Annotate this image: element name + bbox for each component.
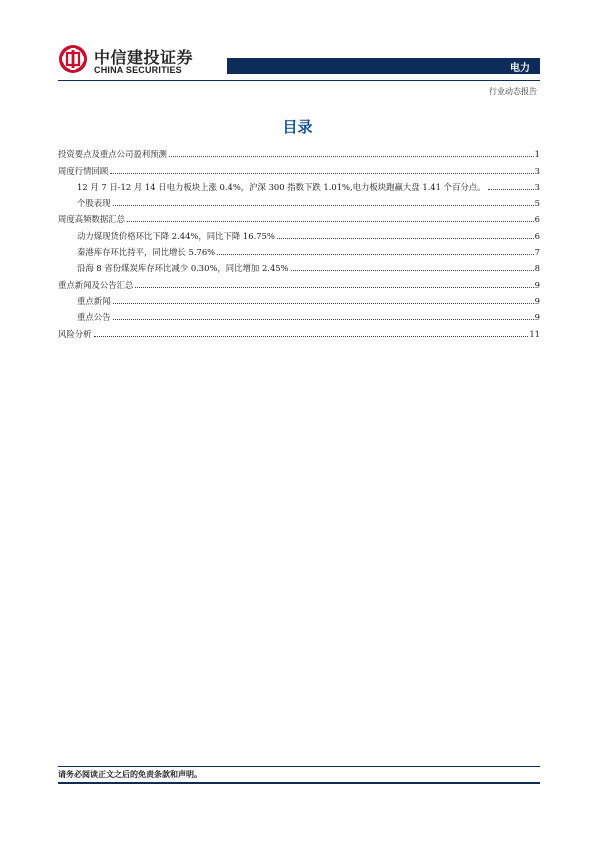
toc-entry[interactable] — [58, 224, 540, 240]
toc-entry[interactable] — [58, 257, 540, 273]
sector-banner — [227, 58, 540, 74]
footer-divider-bottom — [58, 782, 540, 784]
toc-leader-dots — [113, 303, 534, 304]
report-type-label: 行业动态报告 — [489, 87, 537, 96]
header-divider — [58, 80, 540, 81]
toc-entry-title: 12 月 7 日-12 月 14 日电力板块上涨 0.4%，沪深 300 指数下跌 1.01%,电力板块跑赢大盘 1.41 个百分点。 — [77, 181, 486, 192]
toc-entry[interactable] — [58, 176, 540, 192]
toc-page-number: 5 — [534, 198, 540, 209]
toc-entry[interactable] — [58, 192, 540, 208]
toc-leader-dots — [169, 156, 534, 157]
toc-leader-dots — [291, 270, 534, 271]
footer-divider-top — [58, 766, 540, 767]
toc-leader-dots — [113, 319, 534, 320]
toc-leader-dots — [488, 189, 534, 190]
toc-page-number: 3 — [534, 165, 540, 176]
toc-entry-title: 沿海 8 省份煤炭库存环比减少 0.30%，同比增加 2.45% — [77, 263, 289, 274]
toc-entry[interactable] — [58, 290, 540, 306]
company-logo — [58, 44, 218, 78]
toc-entry-title: 重点新闻 — [77, 295, 111, 306]
toc-entry[interactable] — [58, 143, 540, 159]
toc-leader-dots — [113, 205, 534, 206]
toc-entry-title: 投资要点及重点公司盈利预测 — [58, 149, 167, 160]
toc-entry-title: 秦港库存环比持平，同比增长 5.76% — [77, 247, 216, 258]
logo-english-name: CHINA SECURITIES — [94, 65, 182, 75]
logo-chinese-name: 中信建投证券 — [94, 48, 194, 67]
toc-leader-dots — [94, 336, 529, 337]
toc-page-number: 9 — [534, 279, 540, 290]
toc-entry[interactable] — [58, 322, 540, 338]
toc-page-number: 11 — [529, 328, 540, 339]
toc-entry[interactable] — [58, 273, 540, 289]
toc-entry-title: 重点公告 — [77, 312, 111, 323]
toc-entry-title: 周度高频数据汇总 — [58, 214, 125, 225]
toc-entry[interactable] — [58, 241, 540, 257]
toc-title: 目录 — [282, 118, 313, 136]
toc-page-number: 9 — [534, 312, 540, 323]
toc-page-number: 9 — [534, 295, 540, 306]
toc-page-number: 3 — [534, 181, 540, 192]
table-of-contents — [58, 143, 540, 339]
toc-entry-title: 重点新闻及公告汇总 — [58, 279, 134, 290]
toc-entry[interactable] — [58, 159, 540, 175]
toc-leader-dots — [217, 254, 534, 255]
toc-leader-dots — [127, 221, 534, 222]
toc-page-number: 7 — [534, 247, 540, 258]
sector-label: 电力 — [510, 63, 530, 74]
citic-logo-icon — [58, 44, 88, 74]
toc-page-number: 1 — [534, 149, 540, 160]
toc-entry-title: 风险分析 — [58, 328, 92, 339]
toc-entry[interactable] — [58, 306, 540, 322]
toc-page-number: 6 — [534, 230, 540, 241]
toc-leader-dots — [135, 287, 533, 288]
toc-page-number: 6 — [534, 214, 540, 225]
toc-entry-title: 个股表现 — [77, 198, 111, 209]
footer-disclaimer: 请务必阅读正文之后的免责条款和声明。 — [58, 770, 202, 779]
toc-entry-title: 周度行情回顾 — [58, 165, 109, 176]
toc-entry-title: 动力煤现货价格环比下降 2.44%，同比下降 16.75% — [77, 230, 275, 241]
toc-page-number: 8 — [534, 263, 540, 274]
toc-leader-dots — [110, 173, 533, 174]
toc-entry[interactable] — [58, 208, 540, 224]
toc-leader-dots — [277, 238, 534, 239]
